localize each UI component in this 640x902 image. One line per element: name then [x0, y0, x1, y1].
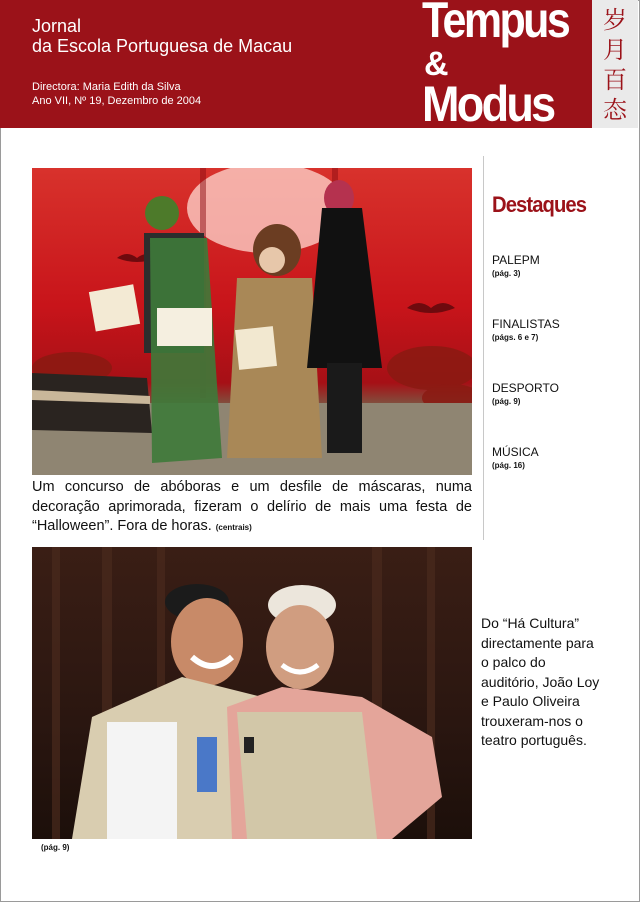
highlight-page: (pág. 3)	[492, 269, 521, 278]
highlight-page: (pág. 16)	[492, 461, 525, 470]
highlight-label: DESPORTO	[492, 381, 559, 395]
theatre-photo	[32, 547, 472, 839]
chinese-char-1: 岁	[603, 6, 627, 34]
chinese-char-4: 态	[603, 96, 627, 124]
chinese-title-strip	[592, 0, 638, 128]
director-line: Directora: Maria Edith da Silva	[32, 81, 181, 93]
highlight-desporto[interactable]	[492, 380, 632, 408]
highlight-label: MÚSICA	[492, 445, 539, 459]
journal-title	[32, 16, 292, 56]
issue-line: Ano VII, Nº 19, Dezembro de 2004	[32, 95, 202, 107]
theatre-photo-illustration	[32, 547, 472, 839]
highlight-page: (págs. 6 e 7)	[492, 333, 539, 342]
highlight-finalistas[interactable]	[492, 316, 632, 344]
chinese-char-3: 百	[603, 66, 627, 94]
highlight-musica[interactable]	[492, 444, 632, 472]
highlight-page: (pág. 9)	[492, 397, 521, 406]
tempus-modus-logo	[422, 0, 592, 132]
halloween-caption	[32, 478, 472, 538]
theatre-page-ref: (pág. 9)	[41, 843, 70, 852]
logo-ampersand: &	[424, 45, 449, 83]
halloween-photo-illustration	[32, 168, 472, 475]
halloween-photo	[32, 168, 472, 475]
halloween-caption-text: Um concurso de abóboras e um desfile de máscaras, numa decoração aprimorada, fizeram o delírio de mais uma festa de “Halloween”. Fora de horas.	[32, 479, 472, 534]
halloween-page-ref: (centrais)	[215, 523, 252, 532]
logo-word-modus: Modus	[422, 76, 554, 132]
credits	[32, 80, 201, 108]
column-divider	[483, 156, 484, 540]
journal-title-line2: da Escola Portuguesa de Macau	[32, 36, 293, 56]
highlight-label: FINALISTAS	[492, 317, 560, 331]
theatre-caption: Do “Há Cultura” directamente para o palco do auditório, João Loy e Paulo Oliveira trouxeram-nos o teatro português.	[481, 615, 600, 748]
chinese-char-2: 月	[603, 36, 627, 64]
masthead	[0, 0, 592, 132]
highlights-title: Destaques	[492, 192, 587, 217]
highlight-palepm[interactable]	[492, 252, 632, 280]
highlight-label: PALEPM	[492, 253, 540, 267]
logo-word-tempus: Tempus	[422, 0, 569, 48]
journal-title-line1: Jornal	[32, 16, 82, 36]
